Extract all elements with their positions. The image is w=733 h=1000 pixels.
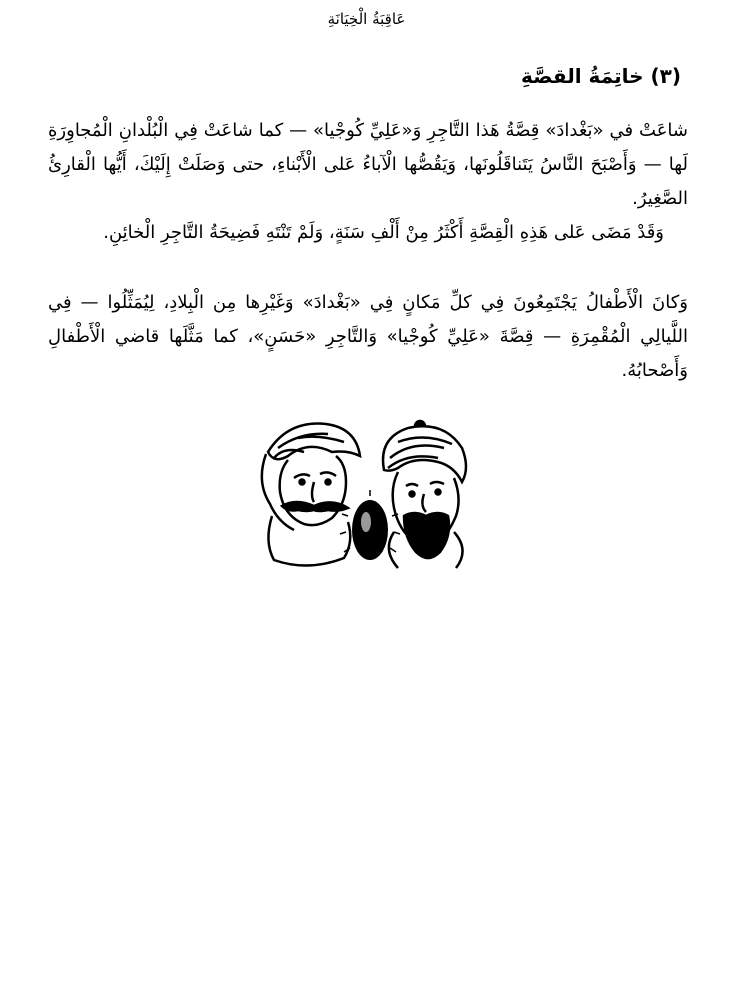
two-merchants-illustration (248, 412, 488, 580)
paragraph-group-1 (48, 114, 688, 250)
paragraph-2: وَقَدْ مَضَى عَلى هَذِهِ الْقِصَّةِ أَكْثَرُ مِنْ أَلْفِ سَنَةٍ، وَلَمْ تَنْتَهِ فَضِيحَةُ التَّاجِرِ الْخائِنِ. (103, 222, 664, 243)
right-man-icon (383, 421, 466, 568)
left-man-icon (262, 424, 360, 566)
paragraph-group-2 (48, 286, 688, 388)
paragraph-3: وَكانَ الْأَطْفالُ يَجْتَمِعُونَ فِي كلِّ مَكانٍ فِي «بَغْدادَ» وَغَيْرِها مِن الْبِلادِ، لِيُمَثِّلُوا — فِي اللَّيالِي الْمُقْمِرَةِ — قِصَّةَ «عَلِيِّ كُوجْيا» وَالتَّاجِرِ «حَسَنٍ»، كما مَثَّلَها قاضي الْأَطْفالِ وَأَصْحابُهُ. (48, 292, 688, 381)
running-header: عَاقِبَةُ الْخِيَانَةِ (327, 10, 406, 28)
paragraph-1: شاعَتْ في «بَغْدادَ» قِصَّةُ هَذا التَّاجِرِ وَ«عَلِيِّ كُوجْيا» — كما شاعَتْ فِي الْبُلْدانِ الْمُجاوِرَةِ لَها — وَأَصْبَحَ النَّاسُ يَتَناقَلُونَها، وَيَقُصُّها الْآباءُ عَلى الْأَبْناءِ، حتى وَصَلَتْ إِلَيْكَ، أَيُّها الْقارِئُ الصَّغِيرُ. (48, 120, 688, 209)
section-title: (٣) خاتِمَةُ القصَّةِ (521, 64, 681, 88)
